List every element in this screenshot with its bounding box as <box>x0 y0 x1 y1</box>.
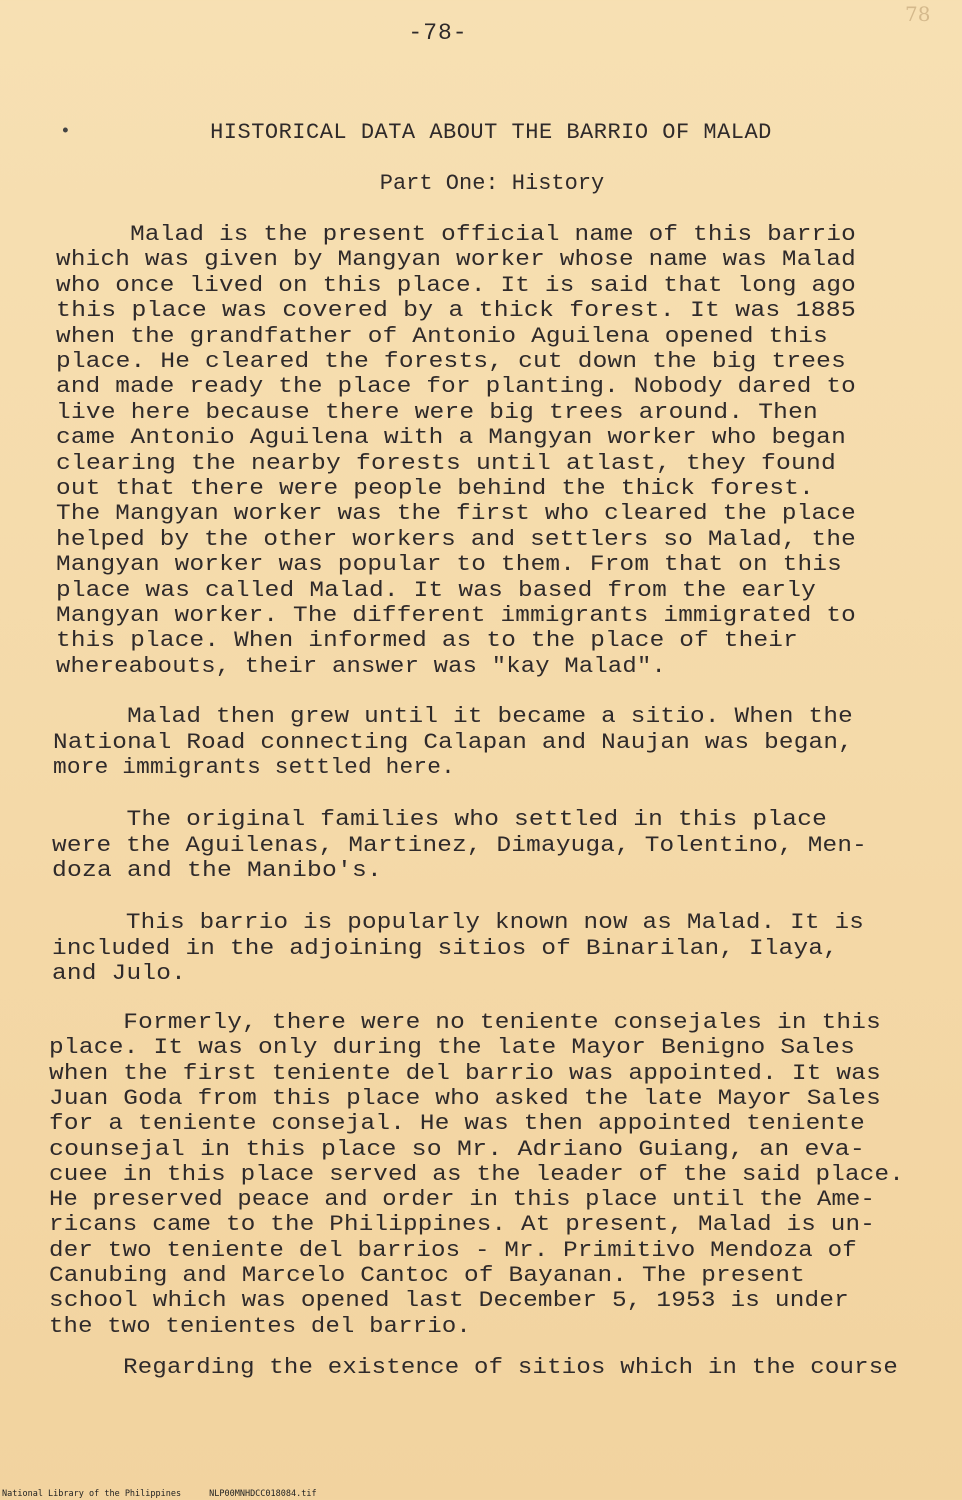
text-line: place. He cleared the forests, cut down the big trees <box>56 348 846 374</box>
text-line: Juan Goda from this place who asked the late Mayor Sales <box>49 1084 881 1111</box>
text-line: this place was covered by a thick forest. It was 1885 <box>56 297 856 324</box>
text-line: were the Aguilenas, Martinez, Dimayuga, Tolentino, Men- <box>52 831 867 858</box>
text-line: clearing the nearby forests until atlast, they found <box>56 449 836 476</box>
text-line: which was given by Mangyan worker whose name was Malad <box>56 246 856 273</box>
text-line: place was called Malad. It was based from the early <box>56 576 816 603</box>
text-line: when the first teniente del barrio was appointed. It was <box>49 1059 881 1086</box>
footer-library: National Library of the Philippines <box>2 1489 182 1499</box>
page-number: -78- <box>408 20 468 46</box>
text-line: whereabouts, their answer was "kay Malad". <box>56 652 666 679</box>
text-line: Malad then grew until it became a sitio. When the <box>53 703 853 729</box>
document-subtitle: Part One: History <box>379 171 605 196</box>
text-line: The Mangyan worker was the first who cleared the place <box>56 500 856 527</box>
margin-mark: • <box>60 122 71 142</box>
text-line: and made ready the place for planting. Nobody dared to <box>56 373 856 400</box>
document-title: HISTORICAL DATA ABOUT THE BARRIO OF MALAD <box>210 120 772 145</box>
text-line: This barrio is popularly known now as Malad. It is <box>52 909 864 935</box>
text-line: Mangyan worker. The different immigrants immigrated to <box>56 602 856 628</box>
text-line: Regarding the existence of sitios which in the course <box>50 1354 898 1380</box>
text-line: Canubing and Marcelo Cantoc of Bayanan. The present <box>49 1262 805 1288</box>
text-line: who once lived on this place. It is said that long ago <box>56 271 856 298</box>
text-line: der two teniente del barrios - Mr. Primitivo Mendoza of <box>49 1236 857 1263</box>
text-line: came Antonio Aguilena with a Mangyan worker who began <box>56 424 846 451</box>
text-line: more immigrants settled here. <box>53 754 455 780</box>
text-line: Formerly, there were no teniente consejales in this <box>49 1009 881 1035</box>
scan-footer <box>2 1489 345 1499</box>
text-line: counsejal in this place so Mr. Adriano Guiang, an eva- <box>49 1135 865 1162</box>
text-line: and Julo. <box>52 960 186 986</box>
text-line: for a teniente consejal. He was then appointed teniente <box>49 1110 865 1137</box>
text-line: out that there were people behind the thick forest. <box>56 475 814 501</box>
text-line: Mangyan worker was popular to them. From that on this <box>56 551 842 578</box>
text-line: included in the adjoining sitios of Binarilan, Ilaya, <box>52 934 838 961</box>
text-line: school which was opened last December 5, 1953 is under <box>49 1287 849 1314</box>
text-line: Malad is the present official name of this barrio <box>56 221 856 247</box>
text-line: place. It was only during the late Mayor Benigno Sales <box>49 1034 855 1061</box>
text-line: when the grandfather of Antonio Aguilena opened this <box>56 322 828 349</box>
text-line: ricans came to the Philippines. At present, Malad is un- <box>49 1211 875 1238</box>
text-line: the two tenientes del barrio. <box>49 1312 471 1339</box>
text-line: He preserved peace and order in this place until the Ame- <box>49 1186 876 1213</box>
text-line: this place. When informed as to the place of their <box>56 627 798 654</box>
text-line: National Road connecting Calapan and Naujan was began, <box>53 728 853 755</box>
text-line: live here because there were big trees around. Then <box>56 398 818 425</box>
text-line: cuee in this place served as the leader of the said place. <box>49 1160 904 1187</box>
footer-filename: NLP00MNHDCC018084.tif <box>209 1489 317 1499</box>
text-line: helped by the other workers and settlers so Malad, the <box>56 525 856 552</box>
text-line: The original families who settled in this place <box>52 806 827 832</box>
pencil-page-mark: 78 <box>905 2 931 26</box>
text-line: doza and the Manibo's. <box>52 857 382 883</box>
